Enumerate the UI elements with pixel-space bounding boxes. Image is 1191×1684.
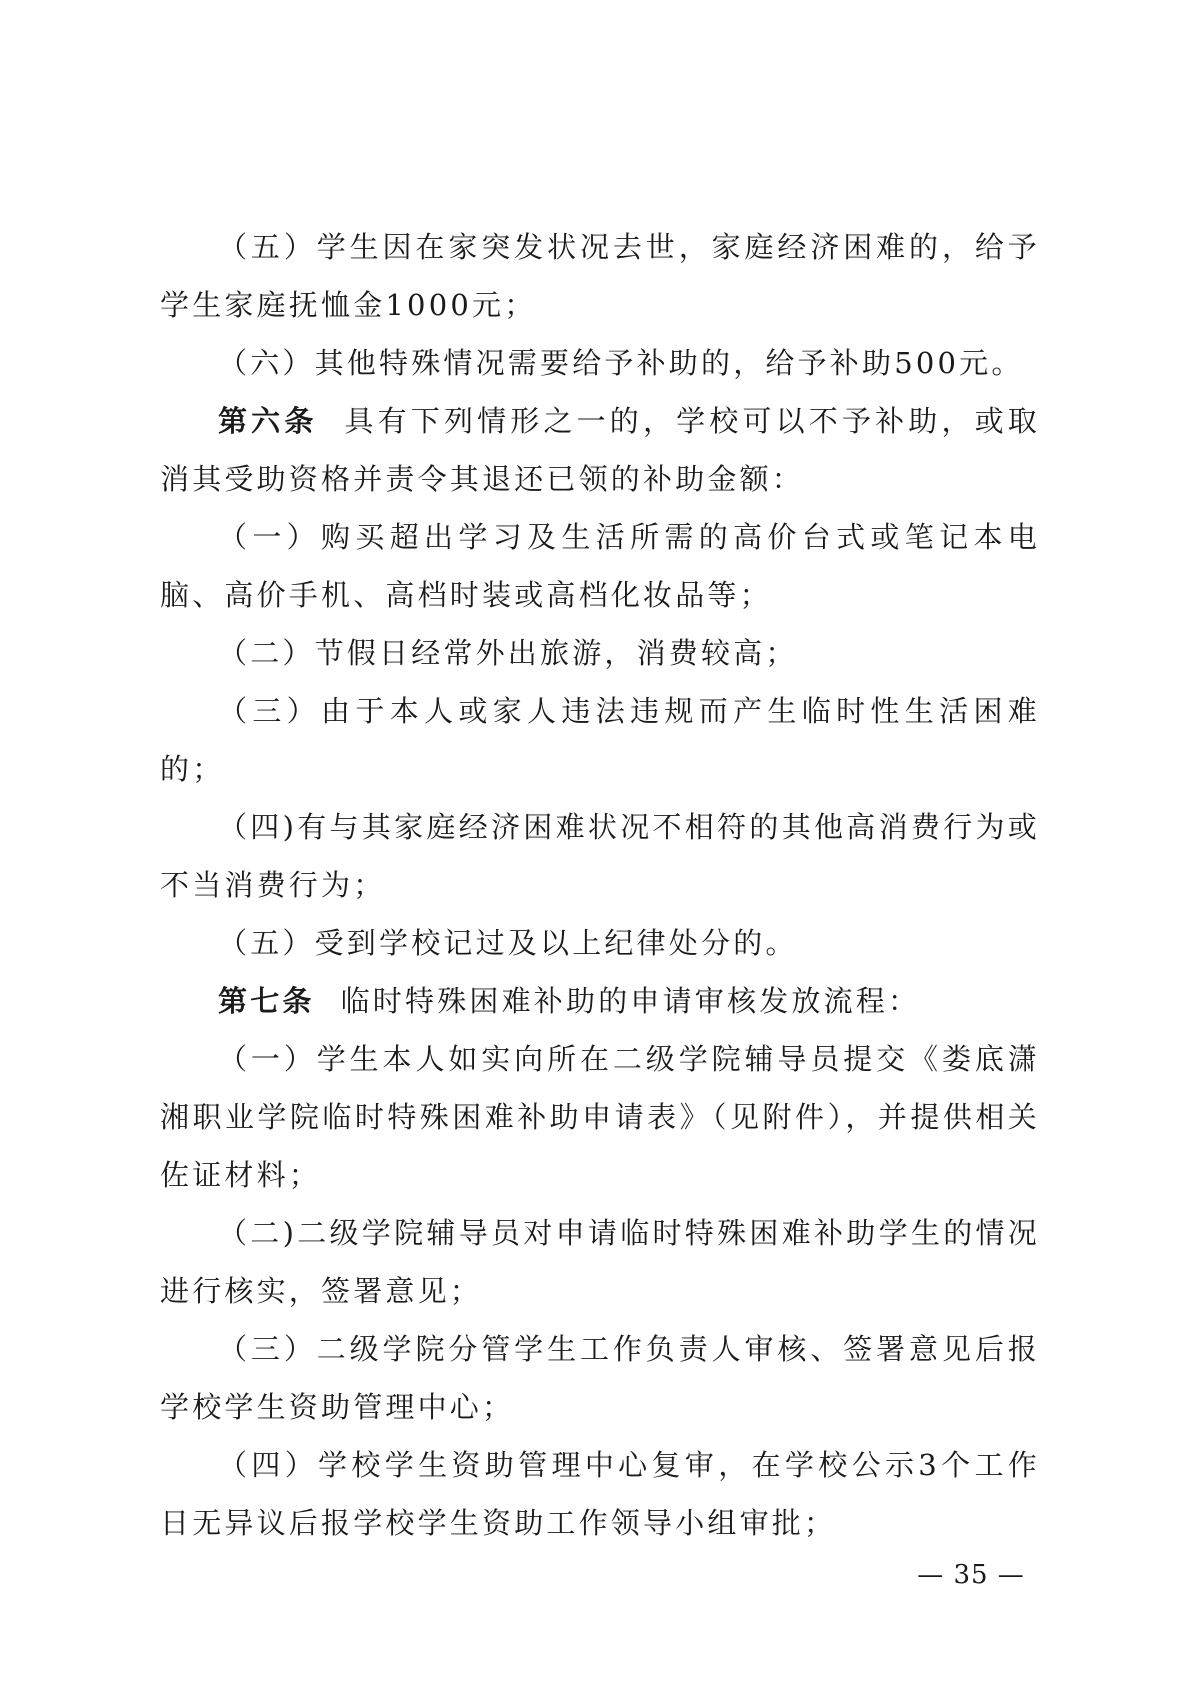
paragraph: （六）其他特殊情况需要给予补助的，给予补助500元。	[218, 346, 1024, 380]
article-text: 临时特殊困难补助的申请审核发放流程：	[340, 984, 921, 1018]
paragraph: （三）由于本人或家人违法违规而产生临时性生活困难的；	[160, 694, 1040, 786]
paragraph: （五）受到学校记过及以上纪律处分的。	[218, 926, 798, 960]
paragraph: （一）学生本人如实向所在二级学院辅导员提交《娄底潇湘职业学院临时特殊困难补助申请表》（见附件），并提供相关佐证材料；	[160, 1042, 1040, 1192]
paragraph: （五）学生因在家突发状况去世，家庭经济困难的，给予学生家庭抚恤金1000元；	[160, 230, 1040, 322]
article-paragraph	[160, 972, 1040, 1030]
paragraph: （一）购买超出学习及生活所需的高价台式或笔记本电脑、高价手机、高档时装或高档化妆品等；	[160, 520, 1040, 612]
page-number: — 35 —	[917, 1560, 1025, 1590]
document-body	[160, 218, 1040, 1552]
article-heading: 第六条	[218, 404, 318, 438]
paragraph: （二)二级学院辅导员对申请临时特殊困难补助学生的情况进行核实，签署意见；	[160, 1216, 1040, 1308]
paragraph: （二）节假日经常外出旅游，消费较高；	[218, 636, 798, 670]
paragraph: （四)有与其家庭经济困难状况不相符的其他高消费行为或不当消费行为；	[160, 810, 1040, 902]
paragraph: （四）学校学生资助管理中心复审，在学校公示3个工作日无异议后报学校学生资助工作领导小组审批；	[160, 1448, 1040, 1540]
paragraph: （三）二级学院分管学生工作负责人审核、签署意见后报学校学生资助管理中心；	[160, 1332, 1040, 1424]
article-heading: 第七条	[218, 984, 315, 1018]
article-paragraph	[160, 392, 1040, 508]
article-text: 具有下列情形之一的，学校可以不予补助，或取消其受助资格并责令其退还已领的补助金额：	[160, 404, 1040, 496]
